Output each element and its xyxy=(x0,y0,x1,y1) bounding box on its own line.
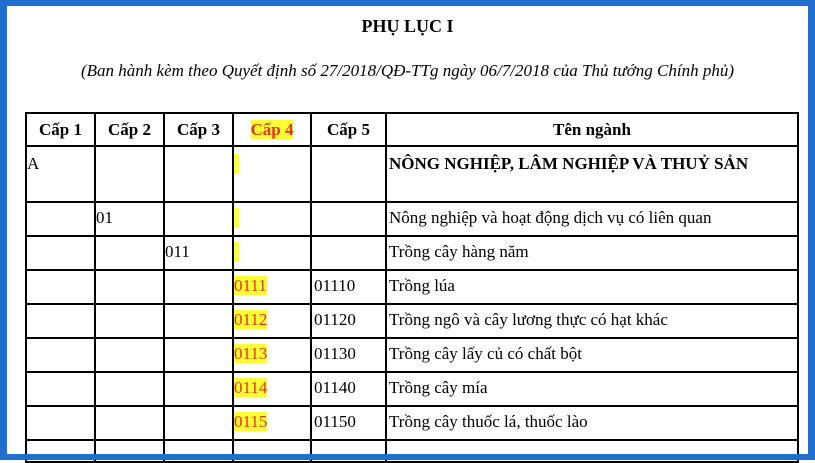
header-cap-1: Cấp 1 xyxy=(26,113,95,146)
cap4-value: 0111 xyxy=(234,276,267,295)
table-header-row xyxy=(26,113,798,146)
highlight-marker xyxy=(234,242,239,262)
cell-cap-2 xyxy=(95,270,164,304)
cell-cap-5: 01140 xyxy=(311,372,386,406)
cell-cap-3 xyxy=(164,372,233,406)
cell-cap-4 xyxy=(233,440,311,462)
industry-code-table xyxy=(25,112,799,463)
page-subtitle: (Ban hành kèm theo Quyết định số 27/2018/QĐ-TTg ngày 06/7/2018 của Thủ tướng Chính phủ) xyxy=(81,61,734,80)
cell-cap-4 xyxy=(233,270,311,304)
cell-ten-nganh: Trồng cây thuốc lá, thuốc lào xyxy=(386,406,798,440)
cell-cap-2 xyxy=(95,202,164,236)
cell-ten-nganh: NÔNG NGHIỆP, LÂM NGHIỆP VÀ THUỶ SẢN xyxy=(386,146,798,202)
cell-cap-4 xyxy=(233,236,311,270)
cell-cap-3 xyxy=(164,440,233,462)
cell-cap-2 xyxy=(95,372,164,406)
cell-cap-5 xyxy=(311,202,386,236)
cell-cap-2 xyxy=(95,146,164,202)
table-row xyxy=(26,270,798,304)
cap4-value: 0112 xyxy=(234,310,268,329)
cap4-value: 0114 xyxy=(234,378,268,397)
cell-ten-nganh: Trồng cây hàng năm xyxy=(386,236,798,270)
table-row xyxy=(26,406,798,440)
highlight-marker xyxy=(234,208,239,228)
table-row xyxy=(26,338,798,372)
cell-cap-4 xyxy=(233,304,311,338)
cell-cap-5 xyxy=(311,236,386,270)
cell-cap-1 xyxy=(26,304,95,338)
cell-cap-1 xyxy=(26,202,95,236)
cell-cap-1 xyxy=(26,372,95,406)
highlight-marker xyxy=(234,154,239,174)
cap4-value: 0115 xyxy=(234,412,268,431)
cap3-value: 011 xyxy=(165,242,190,261)
cap4-value: 0113 xyxy=(234,344,268,363)
table-row xyxy=(26,146,798,202)
cell-cap-1 xyxy=(26,236,95,270)
cell-cap-2 xyxy=(95,338,164,372)
cell-ten-nganh: Trồng lúa xyxy=(386,270,798,304)
cell-cap-1 xyxy=(26,146,95,202)
table-row xyxy=(26,304,798,338)
cell-cap-5: 01130 xyxy=(311,338,386,372)
cell-cap-1 xyxy=(26,338,95,372)
cell-cap-3 xyxy=(164,406,233,440)
cell-cap-4 xyxy=(233,406,311,440)
header-cap-2: Cấp 2 xyxy=(95,113,164,146)
cell-cap-5 xyxy=(311,440,386,462)
cell-cap-5: 01150 xyxy=(311,406,386,440)
cell-cap-4 xyxy=(233,202,311,236)
table-row xyxy=(26,372,798,406)
cell-cap-1 xyxy=(26,440,95,462)
cell-cap-2 xyxy=(95,440,164,462)
table-row xyxy=(26,202,798,236)
cell-ten-nganh: Trồng cây mía xyxy=(386,372,798,406)
table-row xyxy=(26,440,798,462)
cell-cap-1 xyxy=(26,270,95,304)
header-cap-3: Cấp 3 xyxy=(164,113,233,146)
cell-ten-nganh: Trồng ngô và cây lương thực có hạt khác xyxy=(386,304,798,338)
cell-cap-4 xyxy=(233,372,311,406)
cell-cap-4 xyxy=(233,146,311,202)
cell-cap-2 xyxy=(95,406,164,440)
cell-cap-3 xyxy=(164,338,233,372)
cell-ten-nganh: Trồng cây lấy củ có chất bột xyxy=(386,338,798,372)
page-title: PHỤ LỤC I xyxy=(361,16,454,36)
cell-cap-3 xyxy=(164,304,233,338)
header-cap-4 xyxy=(233,113,311,146)
header-ten-nganh: Tên ngành xyxy=(386,113,798,146)
cell-cap-3 xyxy=(164,146,233,202)
header-cap-4-label: Cấp 4 xyxy=(250,119,294,139)
cell-cap-5: 01120 xyxy=(311,304,386,338)
cell-cap-4 xyxy=(233,338,311,372)
cell-cap-1 xyxy=(26,406,95,440)
cell-ten-nganh: Nông nghiệp và hoạt động dịch vụ có liên quan xyxy=(386,202,798,236)
cell-cap-3 xyxy=(164,202,233,236)
cell-cap-5 xyxy=(311,146,386,202)
cell-cap-3 xyxy=(164,270,233,304)
cell-cap-3 xyxy=(164,236,233,270)
cap1-value: A xyxy=(27,154,40,173)
cell-cap-2 xyxy=(95,304,164,338)
header-cap-5: Cấp 5 xyxy=(311,113,386,146)
cell-cap-5: 01110 xyxy=(311,270,386,304)
cell-ten-nganh xyxy=(386,440,798,462)
cap2-value: 01 xyxy=(96,208,113,227)
table-row xyxy=(26,236,798,270)
cell-cap-2 xyxy=(95,236,164,270)
